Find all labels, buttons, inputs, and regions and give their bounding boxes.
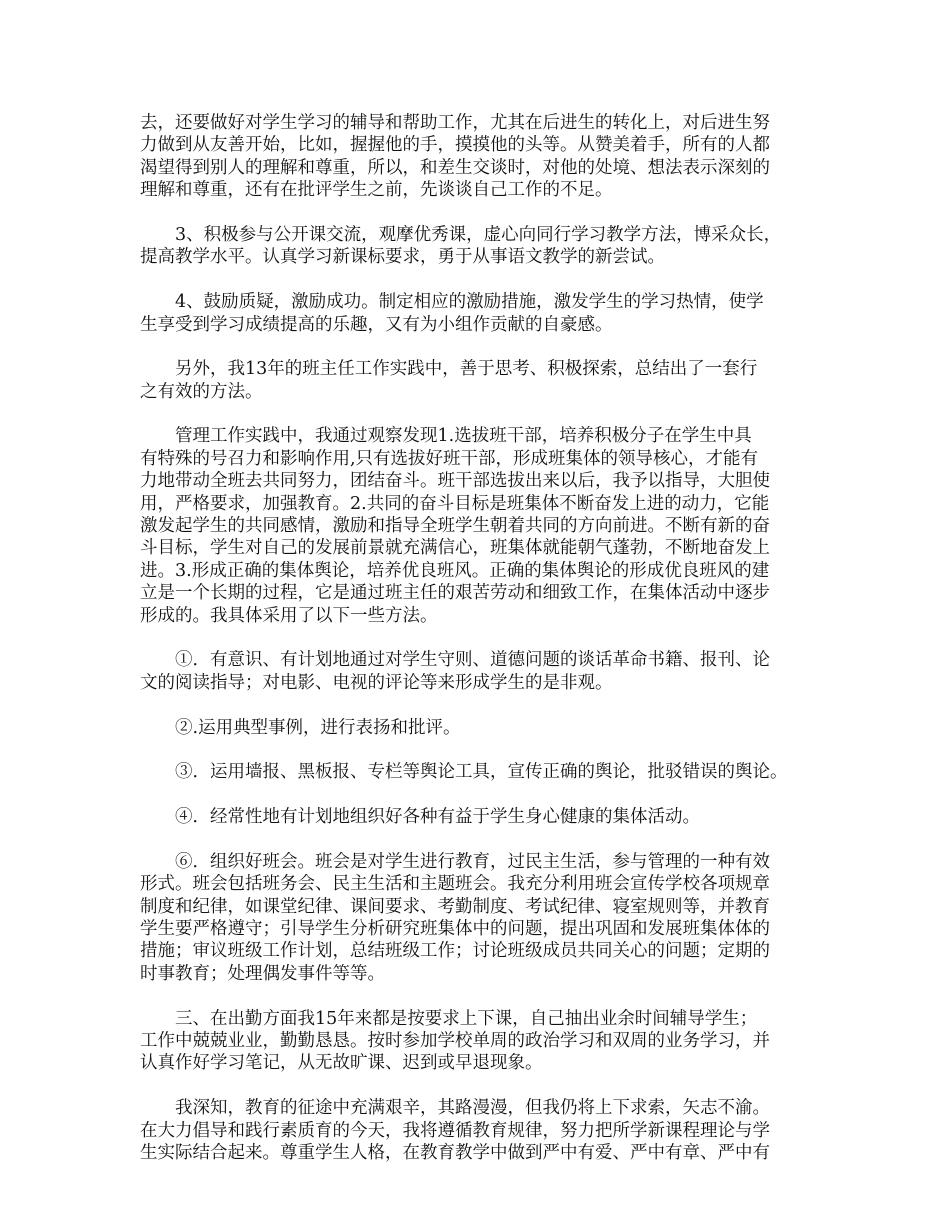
paragraph-spacer — [140, 739, 830, 761]
text-line: 管理工作实践中，我通过观察发现1.选拔班干部，培养积极分子在学生中具 — [175, 426, 752, 447]
text-line: 生实际结合起来。尊重学生人格，在教育教学中做到严中有爱、严中有章、严中有 — [140, 1142, 770, 1163]
document-page — [140, 112, 830, 1164]
text-line: 有特殊的号召力和影响作用,只有选拔好班干部，形成班集体的领导核心，才能有 — [140, 448, 759, 469]
text-line: ⑥．组织好班会。班会是对学生进行教育，过民主生活，参与管理的一种有效 — [175, 851, 770, 872]
text-line: 工作中兢兢业业，勤勤恳恳。按时参加学校单周的政治学习和双周的业务学习，并 — [140, 1031, 770, 1052]
text-line: 力地带动全班去共同努力，团结奋斗。班干部选拔出来以后，我予以指导，大胆使 — [140, 471, 770, 492]
text-line: 学生要严格遵守；引导学生分析研究班集体中的问题，提出巩固和发展班集体体的 — [140, 919, 770, 940]
text-line: 时事教育；处理偶发事件等等。 — [140, 963, 385, 984]
text-line: 认真作好学习笔记，从无故旷课、迟到或早退现象。 — [140, 1053, 543, 1074]
paragraph — [140, 358, 830, 403]
text-line: 力做到从友善开始，比如，握握他的手，摸摸他的头等。从赞美着手，所有的人都 — [140, 135, 770, 156]
text-line: 另外，我13年的班主任工作实践中，善于思考、积极探索，总结出了一套行 — [175, 359, 758, 380]
text-line: ①．有意识、有计划地通过对学生守则、道德问题的谈话革命书籍、报刊、论 — [175, 650, 770, 671]
paragraph — [140, 649, 830, 694]
text-line: 斗目标，学生对自己的发展前景就充满信心，班集体就能朝气蓬勃，不断地奋发上 — [140, 538, 770, 559]
paragraph-spacer — [140, 336, 830, 358]
text-line: 进。3.形成正确的集体舆论，培养优良班风。正确的集体舆论的形成优良班风的建 — [140, 560, 770, 581]
text-line: 去，还要做好对学生学习的辅导和帮助工作，尤其在后进生的转化上，对后进生努 — [140, 113, 770, 133]
text-line: 3、积极参与公开课交流，观摩优秀课，虚心向同行学习教学方法，博采众长， — [175, 224, 782, 245]
text-line: 我深知，教育的征途中充满艰辛，其路漫漫，但我仍将上下求索，矢志不渝。 — [175, 1098, 770, 1119]
paragraph — [140, 717, 830, 739]
text-line: 之有效的方法。 — [140, 381, 263, 402]
paragraph — [140, 1097, 830, 1164]
text-line: 用，严格要求，加强教育。2.共同的奋斗目标是班集体不断奋发上进的动力，它能 — [140, 493, 770, 514]
text-line: 形式。班会包括班务会、民主生活和主题班会。我充分利用班会宣传学校各项规章 — [140, 874, 770, 895]
paragraph — [140, 851, 830, 985]
text-line: 理解和尊重，还有在批评学生之前，先谈谈自己工作的不足。 — [140, 180, 613, 201]
text-line: 形成的。我具体采用了以下一些方法。 — [140, 605, 438, 626]
text-line: 文的阅读指导；对电影、电视的评论等来形成学生的是非观。 — [140, 672, 613, 693]
text-line: 激发起学生的共同感情，激励和指导全班学生朝着共同的方向前进。不断有新的奋 — [140, 516, 770, 537]
paragraph — [140, 112, 830, 202]
text-line: 提高教学水平。认真学习新课标要求，勇于从事语文教学的新尝试。 — [140, 247, 665, 268]
text-line: ③．运用墙报、黑板报、专栏等舆论工具，宣传正确的舆论，批驳错误的舆论。 — [175, 762, 788, 783]
text-line: 在大力倡导和践行素质育的今天，我将遵循教育规律，努力把所学新课程理论与学 — [140, 1120, 770, 1141]
paragraph-spacer — [140, 694, 830, 716]
paragraph-spacer — [140, 202, 830, 224]
paragraph-spacer — [140, 829, 830, 851]
paragraph — [140, 806, 830, 828]
paragraph — [140, 425, 830, 627]
text-line: 4、鼓励质疑，激励成功。制定相应的激励措施，激发学生的学习热情，使学 — [175, 292, 764, 313]
paragraph-spacer — [140, 627, 830, 649]
text-line: 措施；审议班级工作计划，总结班级工作；讨论班级成员共同关心的问题；定期的 — [140, 941, 770, 962]
text-line: 制度和纪律，如课堂纪律、课间要求、考勤制度、考试纪律、寝室规则等，并教育 — [140, 896, 770, 917]
paragraph-spacer — [140, 784, 830, 806]
paragraph — [140, 1008, 830, 1075]
text-line: 生享受到学习成绩提高的乐趣，又有为小组作贡献的自豪感。 — [140, 314, 613, 335]
paragraph-spacer — [140, 985, 830, 1007]
text-line: 立是一个长期的过程，它是通过班主任的艰苦劳动和细致工作，在集体活动中逐步 — [140, 583, 770, 604]
paragraph-spacer — [140, 1075, 830, 1097]
text-line: ②.运用典型事例，进行表扬和批评。 — [175, 717, 461, 738]
paragraph-spacer — [140, 269, 830, 291]
paragraph — [140, 291, 830, 336]
text-line: ④．经常性地有计划地组织好各种有益于学生身心健康的集体活动。 — [175, 807, 700, 828]
paragraph — [140, 224, 830, 269]
paragraph-spacer — [140, 403, 830, 425]
text-line: 三、在出勤方面我15年来都是按要求上下课，自己抽出业余时间辅导学生； — [175, 1008, 758, 1029]
paragraph — [140, 761, 830, 783]
text-line: 渴望得到别人的理解和尊重，所以，和差生交谈时，对他的处境、想法表示深刻的 — [140, 157, 770, 178]
